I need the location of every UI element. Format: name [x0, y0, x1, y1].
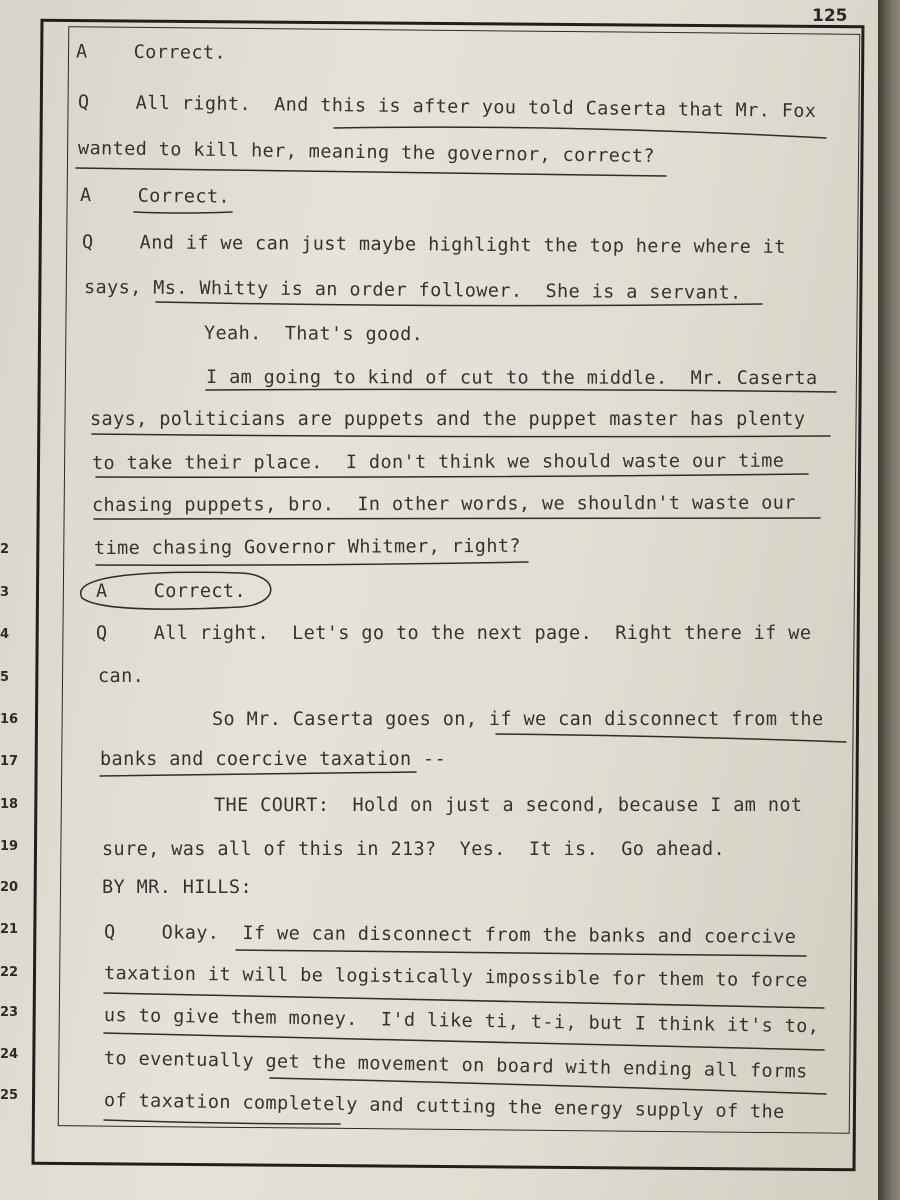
- question-line: Q Okay. If we can disconnect from the banks and coercive: [103, 922, 797, 948]
- line-number: 23: [0, 1005, 19, 1020]
- line-number: 17: [0, 754, 19, 769]
- line-number: 18: [0, 797, 19, 812]
- transcript-line: to take their place. I don't think we should waste our time: [91, 450, 785, 474]
- answer-line: A Correct.: [96, 581, 246, 602]
- transcript-line: So Mr. Caserta goes on, if we can disconnect from the: [212, 709, 824, 730]
- transcript-line: us to give them money. I'd like ti, t-i, but I think it's to,: [103, 1005, 820, 1038]
- transcript-line: says, politicians are puppets and the puppet master has plenty: [90, 409, 806, 430]
- line-number: 4: [0, 627, 10, 642]
- transcript-line: of taxation completely and cutting the energy supply of the: [103, 1090, 785, 1123]
- answer-line: A Correct.: [75, 41, 227, 64]
- transcript-line: banks and coercive taxation --: [100, 749, 447, 770]
- transcript-line: sure, was all of this in 213? Yes. It is. Go ahead.: [102, 839, 726, 860]
- transcript-line: time chasing Governor Whitmer, right?: [93, 535, 521, 559]
- line-number: 19: [0, 839, 19, 854]
- line-number: 20: [0, 880, 19, 895]
- line-number: 21: [0, 922, 19, 937]
- court-line: THE COURT: Hold on just a second, because I am not: [214, 795, 803, 816]
- line-number: 2: [0, 542, 10, 557]
- line-number: 3: [0, 585, 10, 600]
- binder-edge: [878, 0, 900, 1200]
- line-number: 5: [0, 670, 10, 685]
- line-number: 22: [0, 965, 19, 980]
- question-line: Q All right. And this is after you told Caserta that Mr. Fox: [77, 92, 817, 123]
- transcript-line: taxation it will be logistically impossible for them to force: [103, 963, 808, 992]
- transcript-line: chasing puppets, bro. In other words, we shouldn't waste our: [91, 492, 796, 516]
- transcript-line: Yeah. That's good.: [203, 323, 424, 346]
- question-line: Q All right. Let's go to the next page. Right there if we: [96, 623, 812, 644]
- answer-line: A Correct.: [79, 185, 231, 208]
- transcript-line: I am going to kind of cut to the middle. Mr. Caserta: [205, 367, 818, 390]
- transcript-line: can.: [98, 666, 145, 687]
- examiner-heading: BY MR. HILLS:: [102, 877, 252, 898]
- transcript-line: wanted to kill her, meaning the governor, correct?: [77, 138, 655, 168]
- line-number: 24: [0, 1047, 19, 1062]
- question-line: Q And if we can just maybe highlight the top here where it: [81, 232, 786, 258]
- transcript-line: says, Ms. Whitty is an order follower. She is a servant.: [83, 277, 742, 304]
- line-number: 16: [0, 712, 19, 727]
- line-number: 25: [0, 1088, 19, 1103]
- transcript-line: to eventually get the movement on board with ending all forms: [103, 1048, 808, 1083]
- page-number: 125: [812, 6, 848, 26]
